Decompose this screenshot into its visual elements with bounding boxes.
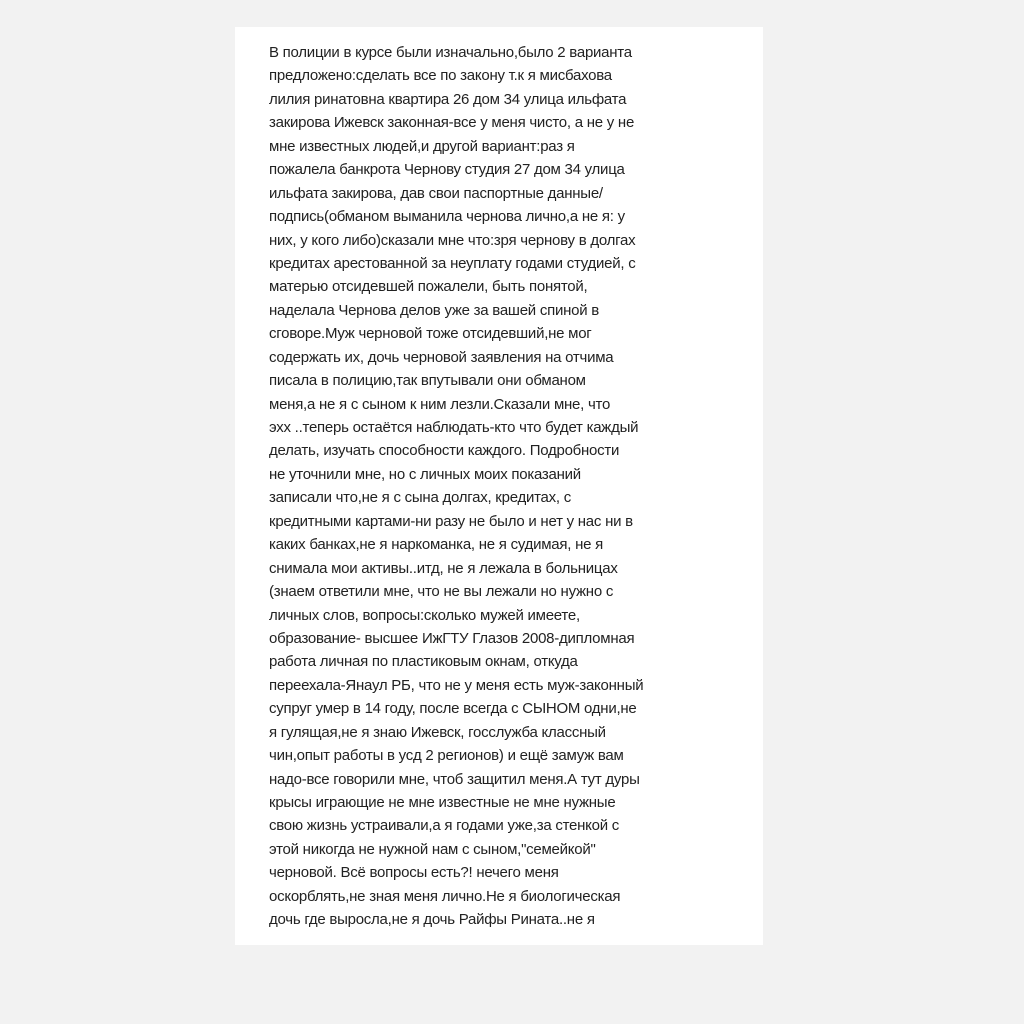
text-line: каких банках,не я наркоманка, не я судимая, не я bbox=[269, 536, 603, 554]
text-line: мне известных людей,и другой вариант:раз я bbox=[269, 137, 575, 155]
text-line: личных слов, вопросы:сколько мужей имеете, bbox=[269, 606, 580, 624]
text-card bbox=[235, 27, 763, 945]
text-line: снимала мои активы..итд, не я лежала в больницах bbox=[269, 559, 618, 577]
text-line: крысы играющие не мне известные не мне нужные bbox=[269, 794, 616, 811]
text-line: подпись(обманом выманила чернова лично,а не я: у bbox=[269, 208, 625, 226]
text-line: супруг умер в 14 году, после всегда с СЫНОМ одни,не bbox=[269, 700, 637, 718]
text-line: черновой. Всё вопросы есть?! нечего меня bbox=[269, 864, 559, 882]
text-line: работа личная по пластиковым окнам, откуда bbox=[269, 653, 578, 671]
text-line: наделала Чернова делов уже за вашей спиной в bbox=[269, 301, 600, 319]
text-line: надо-все говорили мне, чтоб защитил меня.А тут дуры bbox=[269, 770, 640, 788]
text-line: лилия ринатовна квартира 26 дом 34 улица ильфата bbox=[269, 90, 627, 108]
text-line: предложено:сделать все по закону т.к я мисбахова bbox=[269, 67, 612, 85]
text-line: сговоре.Муж черновой тоже отсидевший,не мог bbox=[269, 325, 592, 343]
text-line: эхх ..теперь остаётся наблюдать-кто что будет каждый bbox=[269, 419, 639, 436]
text-line: этой никогда не нужной нам с сыном,"семейкой" bbox=[269, 840, 596, 858]
text-line: меня,а не я с сыном к ним лезли.Сказали мне, что bbox=[269, 395, 611, 413]
text-line: делать, изучать способности каждого. Подробности bbox=[269, 442, 620, 460]
text-line: образование- высшее ИжГТУ Глазов 2008-дипломная bbox=[269, 629, 635, 647]
text-line: содержать их, дочь черновой заявления на отчима bbox=[269, 348, 614, 366]
text-line: чин,опыт работы в усд 2 регионов) и ещё замуж вам bbox=[269, 747, 624, 765]
text-line: ильфата закирова, дав свои паспортные данные/ bbox=[269, 184, 603, 202]
text-line: матерью отсидевшей пожалели, быть понятой, bbox=[269, 278, 588, 296]
text-line: (знаем ответили мне, что не вы лежали но нужно с bbox=[269, 583, 614, 601]
text-line: записали что,не я с сына долгах, кредитах, с bbox=[269, 489, 571, 507]
text-line: В полиции в курсе были изначально,было 2 варианта bbox=[269, 44, 632, 61]
text-line: не уточнили мне, но с личных моих показаний bbox=[269, 465, 581, 483]
text-line: я гулящая,не я знаю Ижевск, госслужба классный bbox=[269, 723, 606, 741]
text-body bbox=[269, 41, 739, 932]
text-line: дочь где выросла,не я дочь Райфы Рината..не я bbox=[269, 911, 595, 929]
text-line: свою жизнь устраивали,а я годами уже,за стенкой с bbox=[269, 817, 620, 835]
text-line: писала в полицию,так впутывали они обманом bbox=[269, 372, 586, 390]
text-line: пожалела банкрота Чернову студия 27 дом 34 улица bbox=[269, 161, 625, 179]
text-line: оскорблять,не зная меня лично.Не я биологическая bbox=[269, 887, 621, 905]
text-line: кредитными картами-ни разу не было и нет у нас ни в bbox=[269, 512, 633, 530]
text-line: них, у кого либо)сказали мне что:зря чернову в долгах bbox=[269, 231, 636, 249]
text-line: переехала-Янаул РБ, что не у меня есть муж-законный bbox=[269, 676, 644, 694]
text-line: кредитах арестованной за неуплату годами студией, с bbox=[269, 254, 636, 272]
text-line: закирова Ижевск законная-все у меня чисто, а не у не bbox=[269, 114, 635, 132]
